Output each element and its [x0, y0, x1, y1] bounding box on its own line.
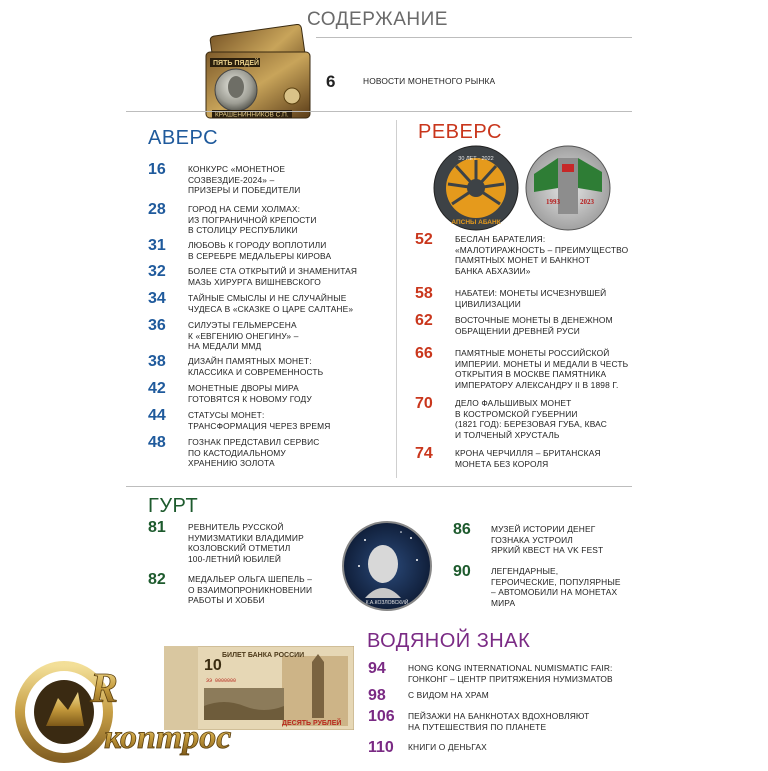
middle-divider	[126, 486, 632, 487]
toc-title	[188, 410, 330, 431]
toc-page-number: 28	[148, 201, 166, 218]
banknote-words: ДЕСЯТЬ РУБЛЕЙ	[282, 720, 342, 727]
toc-title-line: КЛАССИКА И СОВРЕМЕННОСТЬ	[188, 366, 324, 377]
toc-title	[408, 663, 613, 684]
toc-page-number: 62	[415, 312, 433, 329]
toc-title-line: В КОСТРОМСКОЙ ГУБЕРНИИ	[455, 408, 578, 419]
toc-title-line: ЦИВИЛИЗАЦИИ	[455, 298, 521, 309]
toc-title-line: В СЕРЕБРЕ МЕДАЛЬЕРЫ КИРОВА	[188, 250, 332, 261]
toc-title-line: БОЛЕЕ СТА ОТКРЫТИЙ И ЗНАМЕНИТАЯ	[188, 266, 358, 276]
news-title: НОВОСТИ МОНЕТНОГО РЫНКА	[363, 76, 496, 86]
toc-page-number: 16	[148, 161, 166, 178]
toc-page-number: 32	[148, 263, 166, 280]
toc-title-line: ИЗ ПОГРАНИЧНОЙ КРЕПОСТИ	[188, 214, 317, 225]
coin1-top-text: 30 ЛЕТ · 2022	[458, 156, 494, 162]
toc-title-line: ГОРОД НА СЕМИ ХОЛМАХ:	[188, 204, 301, 214]
revers-title: РЕВЕРС	[418, 121, 502, 143]
toc-page-number: 106	[368, 708, 395, 725]
toc-title-line: МУЗЕЙ ИСТОРИИ ДЕНЕГ	[491, 524, 596, 534]
toc-title-line: БЕСЛАН БАРАТЕЛИЯ:	[455, 234, 546, 244]
toc-title-line: ЯРКИЙ КВЕСТ НА VK FEST	[491, 545, 604, 555]
toc-page-number: 70	[415, 395, 433, 412]
toc-title-line: БАНКА АБХАЗИИ»	[455, 265, 531, 276]
toc-page-number: 38	[148, 353, 166, 370]
toc-title-line: МОНЕТА БЕЗ КОРОЛЯ	[455, 458, 549, 469]
toc-title-line: ГОЗНАК ПРЕДСТАВИЛ СЕРВИС	[188, 437, 320, 447]
toc-title-line: ПАМЯТНЫЕ МОНЕТЫ РОССИЙСКОЙ	[455, 348, 610, 358]
toc-title-line: К «ЕВГЕНИЮ ОНЕГИНУ» –	[188, 330, 299, 341]
toc-title	[455, 448, 601, 469]
toc-title-line: И ТОЛЧЕНЫЙ ХРУСТАЛЬ	[455, 429, 560, 440]
toc-page-number: 58	[415, 285, 433, 302]
toc-title	[491, 566, 621, 608]
toc-page-number: 52	[415, 231, 433, 248]
watermark-title: ВОДЯНОЙ ЗНАК	[367, 630, 531, 652]
toc-page-number: 34	[148, 290, 166, 307]
toc-title	[188, 204, 317, 236]
toc-title-line: СТАТУСЫ МОНЕТ:	[188, 410, 265, 420]
toc-title-line: ПЕЙЗАЖИ НА БАНКНОТАХ ВДОХНОВЛЯЮТ	[408, 711, 590, 721]
toc-title-line: КОЗЛОВСКИЙ ОТМЕТИЛ	[188, 543, 291, 553]
kozlovsky-medal-image	[341, 520, 433, 612]
toc-title-line: ТАЙНЫЕ СМЫСЛЫ И НЕ СЛУЧАЙНЫЕ	[188, 293, 347, 303]
toc-title-line: НА МЕДАЛИ ММД	[188, 341, 262, 351]
toc-title-line: ЛЮБОВЬ К ГОРОДУ ВОПЛОТИЛИ	[188, 240, 327, 250]
toc-title-line: HONG KONG INTERNATIONAL NUMISMATIC FAIR:	[408, 663, 613, 673]
coin2-year-right: 2023	[580, 198, 594, 206]
toc-title-line: НУМИЗМАТИКИ ВЛАДИМИР	[188, 532, 304, 543]
toc-title-line: 100-ЛЕТНИЙ ЮБИЛЕЙ	[188, 553, 282, 564]
toc-title-line: ПО КАСТОДИАЛЬНОМУ	[188, 447, 286, 458]
toc-title-line: «МАЛОТИРАЖНОСТЬ – ПРЕИМУЩЕСТВО	[455, 244, 629, 255]
toc-page-number: 74	[415, 445, 433, 462]
banknote-value: 10	[204, 657, 222, 674]
toc-title-line: ГЕРОИЧЕСКИЕ, ПОПУЛЯРНЫЕ	[491, 576, 621, 587]
toc-title	[188, 356, 323, 377]
toc-page-number: 66	[415, 345, 433, 362]
toc-title	[455, 288, 606, 309]
toc-title-line: ДЕЛО ФАЛЬШИВЫХ МОНЕТ	[455, 398, 572, 408]
toc-title-line: ПРИЗЕРЫ И ПОБЕДИТЕЛИ	[188, 185, 301, 195]
toc-title-line: В СТОЛИЦУ РЕСПУБЛИКИ	[188, 225, 298, 235]
toc-title	[188, 240, 331, 261]
toc-title	[188, 164, 300, 196]
toc-title-line: ХРАНЕНИЮ ЗОЛОТА	[188, 458, 275, 468]
header-rule	[316, 37, 632, 38]
toc-title-line: МЕДАЛЬЕР ОЛЬГА ШЕПЕЛЬ –	[188, 574, 313, 584]
banknote-header: БИЛЕТ БАНКА РОССИИ	[222, 652, 305, 659]
toc-title-line: ЧУДЕСА В «СКАЗКЕ О ЦАРЕ САЛТАНЕ»	[188, 303, 354, 314]
coin1-ring-text: АПСНЫ АБАНК	[451, 219, 501, 226]
toc-title-line: – АВТОМОБИЛИ НА МОНЕТАХ	[491, 587, 618, 597]
toc-title	[408, 711, 589, 732]
toc-title-line: НА ПУТЕШЕСТВИЯ ПО ПЛАНЕТЕ	[408, 721, 547, 732]
toc-title-line: ДИЗАЙН ПАМЯТНЫХ МОНЕТ:	[188, 356, 312, 366]
independence-coin-image	[524, 144, 612, 232]
toc-title-line: ОБРАЩЕНИИ ДРЕВНЕЙ РУСИ	[455, 325, 580, 336]
gurt-title: ГУРТ	[148, 495, 199, 517]
toc-title-line: РАБОТЫ И ХОББИ	[188, 595, 265, 605]
toc-title	[408, 742, 487, 753]
toc-title-line: С ВИДОМ НА ХРАМ	[408, 690, 489, 700]
news-page-number: 6	[326, 72, 336, 91]
toc-title	[188, 522, 304, 564]
toc-page-number: 48	[148, 434, 166, 451]
toc-page-number: 98	[368, 687, 386, 704]
toc-title-line: КОНКУРС «МОНЕТНОЕ	[188, 164, 286, 174]
toc-page-number: 90	[453, 563, 471, 580]
toc-page-number: 36	[148, 317, 166, 334]
column-divider	[396, 120, 397, 478]
toc-title-line: МАЗЬ ХИРУРГА ВИШНЕВСКОГО	[188, 276, 321, 287]
toc-page-number: 82	[148, 571, 166, 588]
toc-title-line: РЕВНИТЕЛЬ РУССКОЙ	[188, 522, 284, 532]
logo-letter: R	[90, 666, 119, 712]
medal-caption: К.А.КОЗЛОВСКИЙ	[365, 600, 409, 606]
toc-title	[455, 348, 628, 390]
toc-title-line: ГОЗНАКА УСТРОИЛ	[491, 534, 573, 545]
toc-title-line: СИЛУЭТЫ ГЕЛЬМЕРСЕНА	[188, 320, 297, 330]
toc-title	[188, 320, 299, 352]
toc-title	[455, 315, 613, 336]
toc-title-line: СОЗВЕЗДИЕ-2024» –	[188, 174, 275, 185]
toc-page-number: 86	[453, 521, 471, 538]
page-title: СОДЕРЖАНИЕ	[307, 9, 448, 30]
toc-title-line: ОТКРЫТИЯ В МОСКВЕ ПАМЯТНИКА	[455, 369, 607, 379]
toc-title-line: ИМПЕРАТОРУ АЛЕКСАНДРУ II В 1898 Г.	[455, 379, 619, 390]
toc-title	[491, 524, 603, 556]
toc-title	[408, 690, 489, 701]
toc-title-line: ПАМЯТНЫХ МОНЕТ И БАНКНОТ	[455, 255, 591, 265]
toc-title	[188, 437, 319, 469]
abkhazia-coin-image	[432, 144, 520, 232]
toc-title	[188, 293, 353, 314]
top-divider	[126, 111, 632, 112]
coin2-year-left: 1993	[546, 198, 560, 206]
toc-page-number: 44	[148, 407, 166, 424]
toc-title-line: КНИГИ О ДЕНЬГАХ	[408, 742, 487, 752]
toc-title-line: МИРА	[491, 597, 516, 608]
coin-card-image	[200, 24, 320, 122]
toc-page-number: 31	[148, 237, 166, 254]
toc-title-line: ГОТОВЯТСЯ К НОВОМУ ГОДУ	[188, 393, 312, 404]
toc-title-line: ИМПЕРИИ. МОНЕТЫ И МЕДАЛИ В ЧЕСТЬ	[455, 358, 629, 369]
card-top-text: ПЯТЬ ПЯДЕЙ	[213, 60, 260, 67]
toc-title	[188, 383, 312, 404]
toc-title-line: О ВЗАИМОПРОНИКНОВЕНИИ	[188, 584, 313, 595]
logo-text: коптрос	[104, 719, 232, 756]
banknote-serial: ЭЭ 0000000	[206, 678, 237, 684]
toc-title	[455, 398, 607, 440]
avers-title: АВЕРС	[148, 127, 219, 149]
card-bottom-text: КРАШЕНИННИКОВ С.П.	[215, 111, 289, 119]
toc-title-line: ЛЕГЕНДАРНЫЕ,	[491, 566, 559, 576]
toc-page-number: 42	[148, 380, 166, 397]
toc-title-line: ГОНКОНГ – ЦЕНТР ПРИТЯЖЕНИЯ НУМИЗМАТОВ	[408, 673, 613, 684]
toc-page-number: 110	[368, 739, 394, 756]
toc-page-number: 81	[148, 519, 166, 536]
toc-title-line: НАБАТЕИ: МОНЕТЫ ИСЧЕЗНУВШЕЙ	[455, 288, 607, 298]
toc-title-line: КРОНА ЧЕРЧИЛЛЯ – БРИТАНСКАЯ	[455, 448, 601, 458]
toc-title	[188, 266, 357, 287]
site-logo	[6, 656, 274, 766]
toc-title	[188, 574, 312, 606]
toc-title-line: (1821 ГОД): БЕРЕЗОВАЯ ГУБА, КВАС	[455, 419, 607, 429]
toc-title-line: ВОСТОЧНЫЕ МОНЕТЫ В ДЕНЕЖНОМ	[455, 315, 613, 325]
toc-title	[455, 234, 628, 276]
toc-title-line: ТРАНСФОРМАЦИЯ ЧЕРЕЗ ВРЕМЯ	[188, 420, 331, 431]
toc-page-number: 94	[368, 660, 386, 677]
toc-title-line: МОНЕТНЫЕ ДВОРЫ МИРА	[188, 383, 299, 393]
